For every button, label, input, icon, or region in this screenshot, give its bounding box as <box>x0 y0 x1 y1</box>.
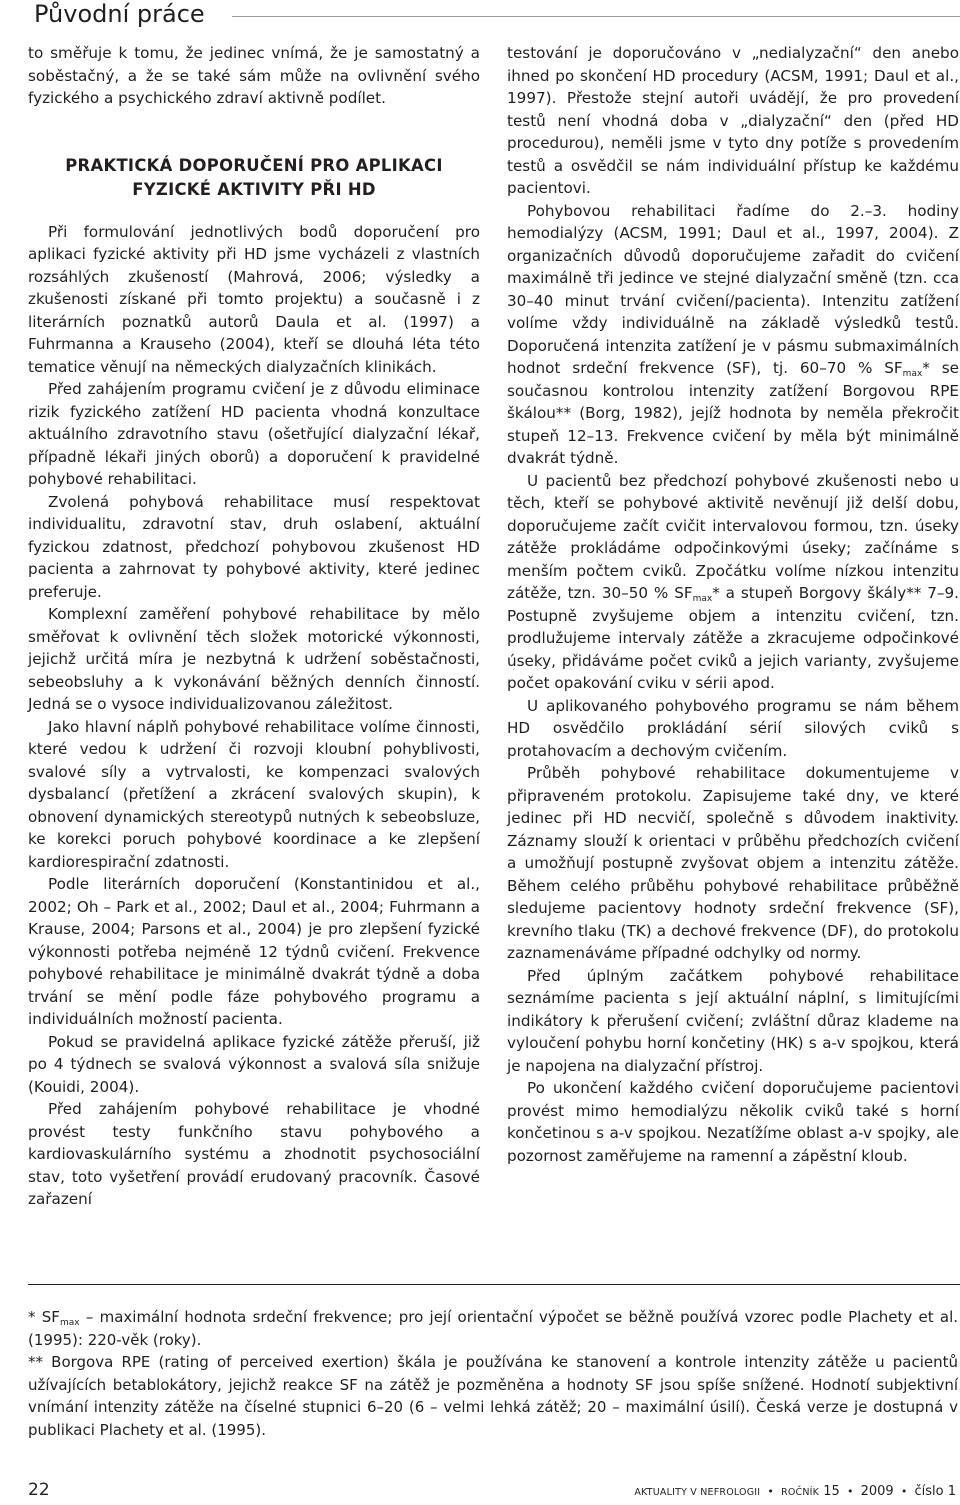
footnote-rule <box>28 1284 960 1285</box>
paragraph: Průběh pohybové rehabilitace dokumentujeme v připraveném protokolu. Zapisujeme také dny, ve které jedinec při HD necvičí, společně s důvodem inaktivity. Záznamy slouží k orientaci v průběhu předchozích cvičení a umožňují postupně zvyšovat objem a intenzitu zátěže. Během celého průběhu pohybové rehabilitace průběžně sledujeme pacientovy hodnoty srdeční frekvence (SF), krevního tlaku (TK) a dechové frekvence (DF), do protokolu zaznamenáváme případné odchylky od normy. <box>507 764 959 962</box>
paragraph: Po ukončení každého cvičení doporučujeme pacientovi provést mimo hemodialýzu několik cviků také s horní končetinou s a-v spojkou. Nezatížíme oblast a-v spojky, ale pozornost zaměřujeme na ramenní a zápěstní kloub. <box>507 1079 959 1165</box>
subscript: max <box>692 594 713 604</box>
issue: 1 <box>947 1484 956 1499</box>
footnote-2: ** Borgova RPE (rating of perceived exertion) škála je používána ke stanovení a kontrole intenzity zátěže u pacientů užívajících betablokátory, jejichž reakce SF na zátěž je pozměněna a hodnoty SF jsou spíše snížené. Hodnotí subjektivní vnímání intenzity zátěže na číselné stupnici 6–20 (6 – velmi lehká zátěž; 20 – maximální úsilí). Česká verze je dostupná v publikaci Plachety et al. (1995). <box>28 1353 958 1439</box>
text-run: * SF <box>28 1308 60 1326</box>
page-header-title: Původní práce <box>34 0 205 28</box>
separator: • <box>900 1485 908 1498</box>
paragraph <box>507 470 959 695</box>
paragraph: Zvolená pohybová rehabilitace musí respektovat individualitu, zdravotní stav, druh oslabení, aktuální fyzickou zdatnost, předchozí pohybovou zkušenost HD pacienta a zahrnovat ty pohybové aktivity, které jedinec preferuje. <box>28 492 480 601</box>
text-run: U pacientů bez předchozí pohybové zkušenosti nebo u těch, kteří se pohybové aktivitě nevěnují již delší dobu, doporučujeme začít cvičit intervalovou formou, tzn. úseky zátěže prokládáme odpočinkovými úseky; začínáme s menším počtem cviků. Zpočátku volíme nízkou intenzitu zátěže, tzn. 30–50 % SF <box>507 471 959 602</box>
text-run: * se současnou kontrolou intenzity zatížení Borgovou RPE škálou** (Borg, 1982), jejíž hodnota by neměla překročit stupeň 12–13. Frekvence cvičení by měla být minimálně dvakrát týdně. <box>507 359 959 467</box>
paragraph <box>507 200 959 470</box>
right-column <box>507 42 959 1167</box>
header-rule <box>232 16 960 17</box>
volume-label: ROČNÍK <box>781 1487 820 1498</box>
intro-paragraph: to směřuje k tomu, že jedinec vnímá, že je samostatný a soběstačný, a že se také sám může na ovlivnění svého fyzického a psychického zdraví aktivně podílet. <box>28 44 480 107</box>
journal-name: AKTUALITY V NEFROLOGII <box>634 1487 761 1498</box>
paragraph: U aplikovaného pohybového programu se nám během HD osvědčilo prokládání sérií silových cviků s protahovacím a dechovým cvičením. <box>507 696 959 760</box>
paragraph: Jako hlavní náplň pohybové rehabilitace volíme činnosti, které vedou k udržení či rozvoji kloubní pohyblivosti, svalové síly a vytrvalosti, ke kompenzaci svalových dysbalancí (přetížení a zkrácení svalových skupin), k obnovení dynamických stereotypů nutných k sebeobsluze, ke korekci poruch pohybové koordinace a ke zlepšení kardiorespirační zdatnosti. <box>28 717 480 871</box>
paragraph: Před zahájením pohybové rehabilitace je vhodné provést testy funkčního stavu pohybového a kardiovaskulárního systému a zhodnotit psychosociální stav, toto vyšetření provádí erudovaný pracovník. Časové zařazení <box>28 1100 480 1208</box>
subscript: max <box>59 1318 80 1328</box>
paragraph: Před úplným začátkem pohybové rehabilitace seznámíme pacienta s její aktuální náplní, s limitujícími indikátory k přerušení cvičení; zvláštní důraz klademe na vyloučení pohybu horní končetiny (HK) s a-v spojkou, která je napojena na dialyzační přístroj. <box>507 966 959 1075</box>
volume: 15 <box>823 1484 840 1499</box>
paragraph: Komplexní zaměření pohybové rehabilitace by mělo směřovat k ovlivnění těch složek motorické výkonnosti, jejichž určitá míra je nezbytná k udržení soběstačnosti, sebeobsluhy a k vykonávání běžných denních činností. Jedná se o vysoce individualizovanou záležitost. <box>28 605 480 713</box>
year: 2009 <box>860 1484 894 1499</box>
footnotes <box>28 1306 958 1441</box>
section-heading: PRAKTICKÁ DOPORUČENÍ PRO APLIKACI FYZICKÉ AKTIVITY PŘI HD <box>65 155 443 199</box>
subscript: max <box>902 369 923 379</box>
journal-footer <box>634 1484 956 1499</box>
left-column <box>28 42 480 1211</box>
footnote-1 <box>28 1306 958 1351</box>
text-run: * a stupeň Borgovy škály** 7–9. Postupně zvyšujeme objem a intenzitu cvičení, tzn. prodlužujeme intervaly zátěže a zkracujeme odpočinkové úseky, přidáváme počet cviků a jejich varianty, zvyšujeme počet opakování cviku v sérii apod. <box>507 584 959 692</box>
issue-label: číslo <box>914 1484 944 1499</box>
paragraph: Před zahájením programu cvičení je z důvodu eliminace rizik fyzického zatížení HD pacienta vhodná konzultace aktuálního zdravotního stavu (ošetřující dialyzační lékař, případně lékaři jiných oborů) a doporučení k pravidelné pohybové rehabilitaci. <box>28 380 480 488</box>
paragraph: Pokud se pravidelná aplikace fyzické zátěže přeruší, již po 4 týdnech se svalová výkonnost a svalová síla snižuje (Kouidi, 2004). <box>28 1032 480 1096</box>
separator: • <box>767 1485 774 1498</box>
page-number: 22 <box>28 1480 50 1500</box>
separator: • <box>846 1485 854 1498</box>
paragraph: Při formulování jednotlivých bodů doporučení pro aplikaci fyzické aktivity při HD jsme vycházeli z vlastních rozsáhlých zkušeností (Mahrová, 2006; výsledky a zkušenosti získané při tomto projektu) a současně i z literárních poznatků autorů Daula et al. (1997) a Fuhrmanna a Krauseho (2004), kteří se dlouhá léta této tematice věnují na německých dialyzačních klinikách. <box>28 222 480 376</box>
paragraph: testování je doporučováno v „nedialyzační“ den anebo ihned po skončení HD procedury (ACSM, 1991; Daul et al., 1997). Přestože stejní autoři uvádějí, že pro provedení testů není vhodná doba v „dialyzační“ den (před HD procedurou), neměli jsme v tyto dny potíže s provedením testů a osvědčil se nám individuální přístup ke každému pacientovi. <box>507 44 959 197</box>
text-run: – maximální hodnota srdeční frekvence; pro její orientační výpočet se běžně používá vzorec podle Plachety et al. (1995): 220-věk (roky). <box>28 1308 959 1349</box>
text-run: Pohybovou rehabilitaci řadíme do 2.–3. hodiny hemodialýzy (ACSM, 1991; Daul et al., 1997, 2004). Z organizačních důvodů doporučujeme zařadit do cvičení maximálně tři jedince ve stejné dialyzační směně (tzn. cca 30–40 minut trvání cvičení/pacienta). Intenzitu zatížení volíme vždy individuálně na základě výsledků testů. Doporučená intenzita zatížení je v pásmu submaximálních hodnot srdeční frekvence (SF), tj. 60–70 % SF <box>507 201 959 377</box>
paragraph: Podle literárních doporučení (Konstantinidou et al., 2002; Oh – Park et al., 2002; Daul et al., 2004; Fuhrmann a Krause, 2004; Parsons et al., 2004) je pro zlepšení fyzické výkonnosti potřeba nejméně 12 týdnů cvičení. Frekvence pohybové rehabilitace je minimálně dvakrát týdně a doba trvání se mění podle fáze pohybového programu a individuálních možností pacienta. <box>28 875 480 1028</box>
